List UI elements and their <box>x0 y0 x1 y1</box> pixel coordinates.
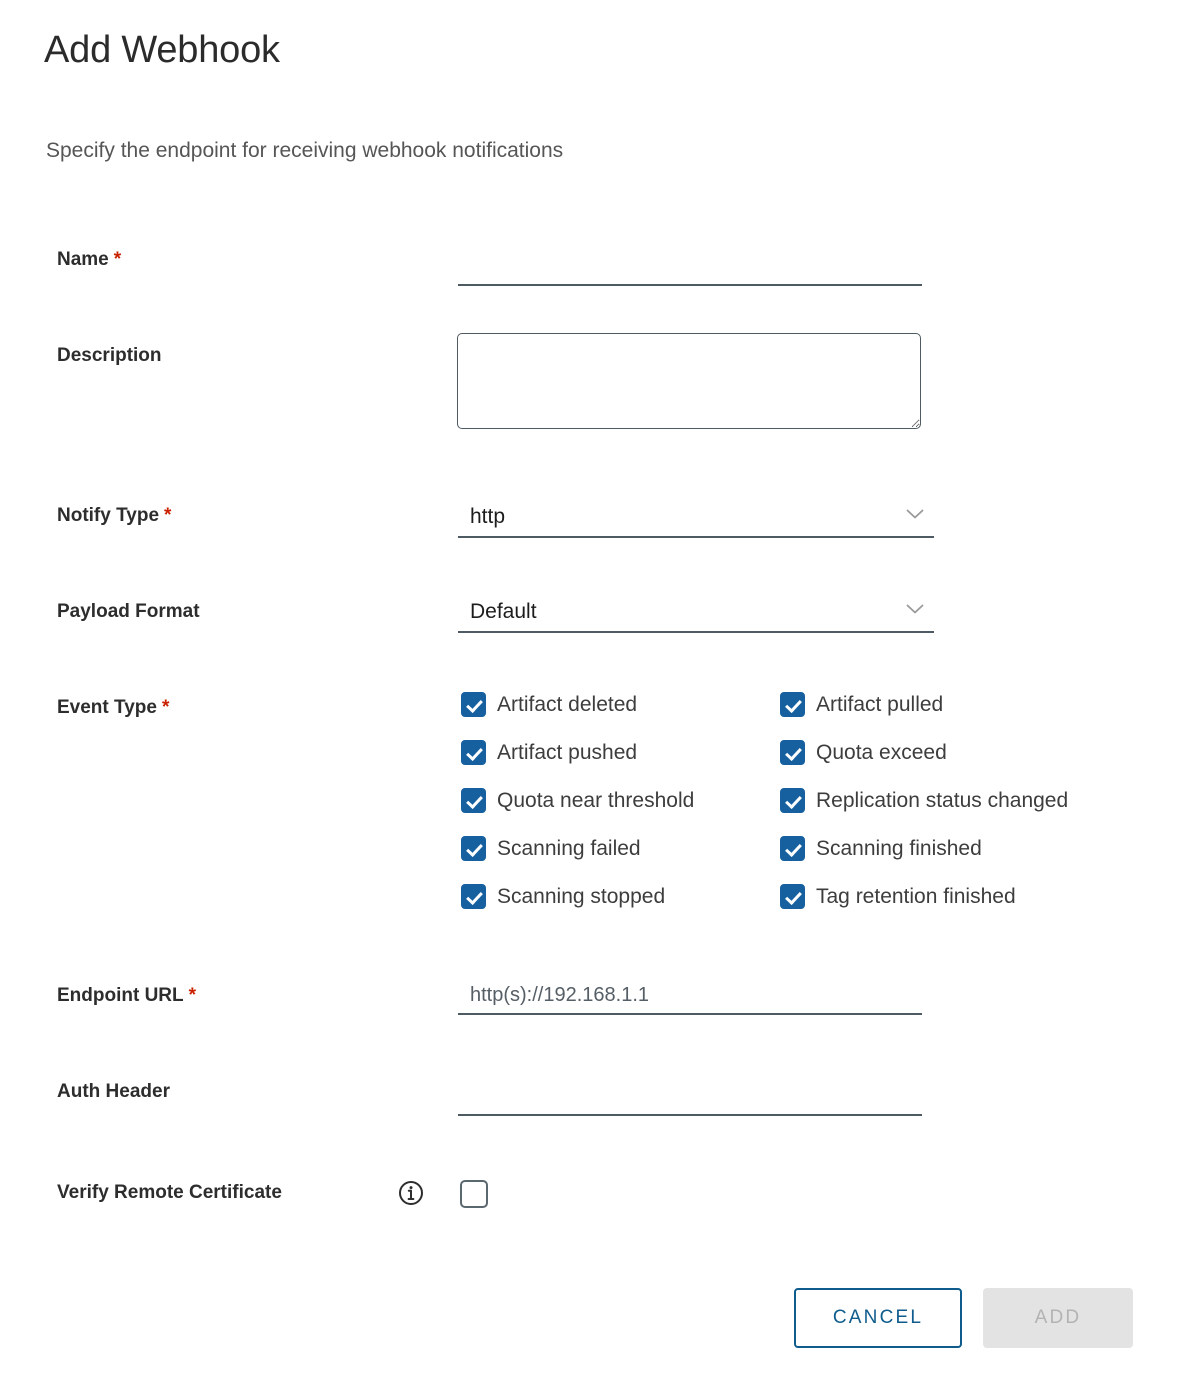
event-type-option-label: Scanning failed <box>497 837 641 860</box>
event-type-option-label: Artifact deleted <box>497 693 638 716</box>
event-type-checkbox[interactable] <box>461 836 486 861</box>
payload-format-selected-value: Default <box>470 600 537 623</box>
description-label-text: Description <box>57 345 162 366</box>
event-type-option-label: Artifact pushed <box>497 741 638 764</box>
auth-header-input[interactable] <box>458 1082 922 1116</box>
notify-type-label-text: Notify Type <box>57 505 160 526</box>
name-label-text: Name <box>57 249 109 270</box>
payload-format-label-text: Payload Format <box>57 601 200 622</box>
event-type-checkbox[interactable] <box>461 884 486 909</box>
event-type-checkbox[interactable] <box>780 740 805 765</box>
notify-type-selected-value: http <box>470 505 506 528</box>
event-type-option-label: Tag retention finished <box>816 885 1016 908</box>
event-type-option[interactable] <box>780 740 1181 765</box>
event-type-checkbox[interactable] <box>780 884 805 909</box>
add-button: ADD <box>983 1288 1133 1348</box>
event-type-option-label: Quota near threshold <box>497 789 695 812</box>
event-type-option[interactable] <box>780 884 1181 909</box>
verify-remote-certificate-checkbox[interactable] <box>460 1180 488 1208</box>
event-type-row <box>461 836 1181 884</box>
event-type-option-label: Scanning stopped <box>497 885 666 908</box>
notify-type-label <box>57 506 171 525</box>
auth-header-label <box>57 1082 170 1101</box>
event-type-required-marker: * <box>161 697 170 718</box>
event-type-checkbox[interactable] <box>780 692 805 717</box>
name-input[interactable] <box>458 252 922 286</box>
auth-header-label-text: Auth Header <box>57 1081 170 1102</box>
name-required-marker: * <box>113 249 122 270</box>
event-type-option[interactable] <box>461 692 780 717</box>
event-type-checkbox[interactable] <box>461 692 486 717</box>
page-title: Add Webhook <box>44 29 280 71</box>
event-type-option-label: Quota exceed <box>816 741 947 764</box>
event-type-checkbox[interactable] <box>461 788 486 813</box>
event-type-option[interactable] <box>461 836 780 861</box>
endpoint-url-label <box>57 986 196 1005</box>
payload-format-label <box>57 602 200 621</box>
description-textarea-wrapper <box>457 333 921 429</box>
name-label <box>57 250 121 269</box>
chevron-down-icon <box>906 508 924 520</box>
page-subtitle: Specify the endpoint for receiving webhook notifications <box>46 139 564 162</box>
event-type-option[interactable] <box>780 836 1181 861</box>
event-type-label-text: Event Type <box>57 697 157 718</box>
event-type-option[interactable] <box>461 884 780 909</box>
endpoint-url-label-text: Endpoint URL <box>57 985 184 1006</box>
event-type-checkbox[interactable] <box>461 740 486 765</box>
event-type-option-label: Scanning finished <box>816 837 982 860</box>
event-type-checkbox-grid <box>461 692 1181 932</box>
event-type-row <box>461 692 1181 740</box>
event-type-option-label: Artifact pulled <box>816 693 944 716</box>
event-type-option[interactable] <box>780 788 1181 813</box>
event-type-checkbox[interactable] <box>780 788 805 813</box>
endpoint-url-required-marker: * <box>188 985 197 1006</box>
event-type-row <box>461 884 1181 932</box>
event-type-row <box>461 740 1181 788</box>
cancel-button[interactable]: CANCEL <box>794 1288 962 1348</box>
verify-remote-certificate-label-text: Verify Remote Certificate <box>57 1182 282 1203</box>
notify-type-required-marker: * <box>164 505 172 526</box>
description-label <box>57 346 162 365</box>
description-textarea[interactable] <box>457 333 921 429</box>
event-type-option[interactable] <box>780 692 1181 717</box>
endpoint-url-input[interactable] <box>458 981 922 1015</box>
notify-type-select[interactable] <box>458 500 934 538</box>
event-type-label <box>57 698 169 717</box>
event-type-option-label: Replication status changed <box>816 789 1069 812</box>
event-type-option[interactable] <box>461 740 780 765</box>
event-type-row <box>461 788 1181 836</box>
event-type-option[interactable] <box>461 788 780 813</box>
payload-format-select[interactable] <box>458 595 934 633</box>
info-circle-icon[interactable] <box>398 1180 424 1206</box>
verify-remote-certificate-label <box>57 1183 282 1202</box>
event-type-checkbox[interactable] <box>780 836 805 861</box>
chevron-down-icon <box>906 603 924 615</box>
